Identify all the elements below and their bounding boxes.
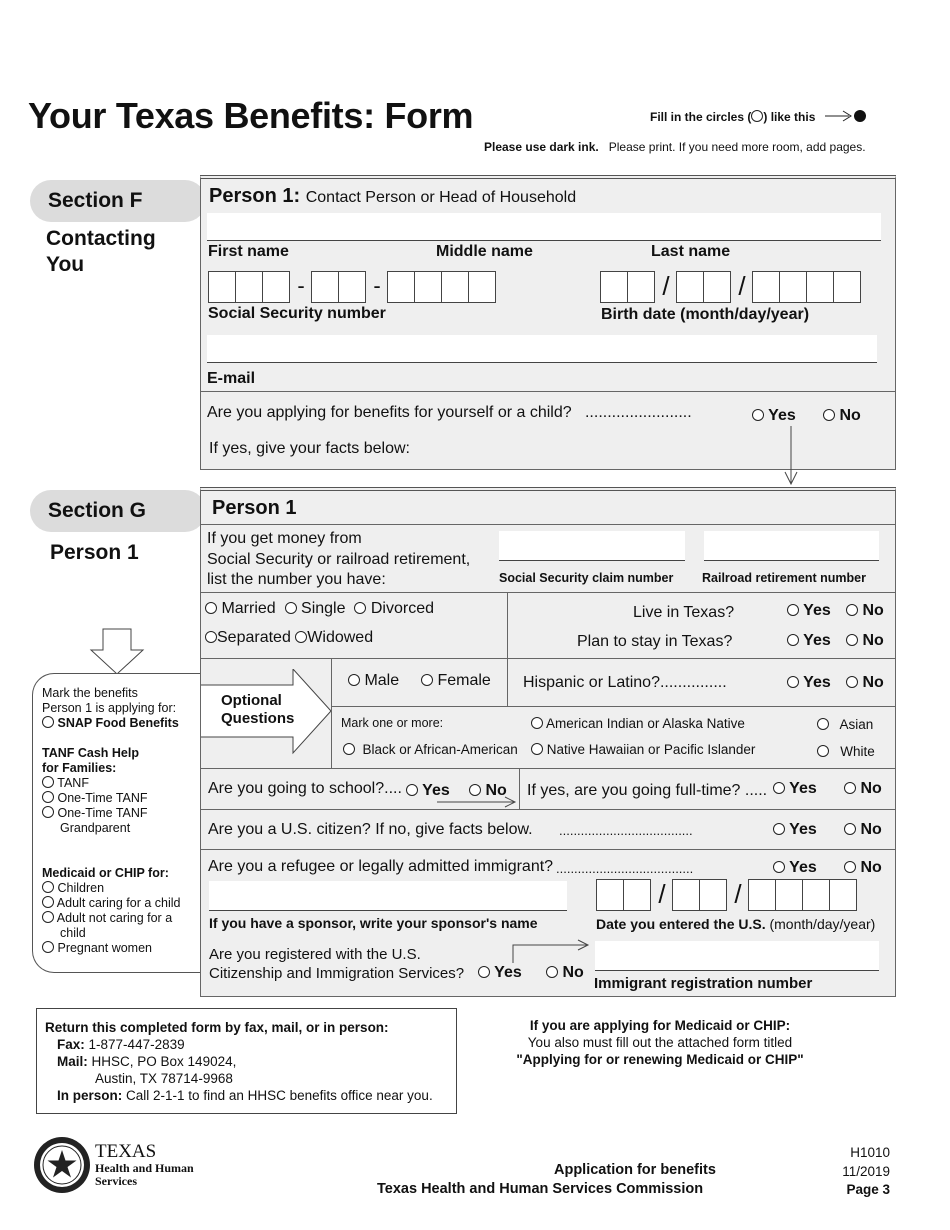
- agency-name: Texas Health and Human Services Commission: [377, 1181, 704, 1197]
- down-arrow-icon: [783, 426, 799, 488]
- citizen-yes-radio[interactable]: Yes: [773, 821, 817, 839]
- hispanic-yes-radio[interactable]: Yes: [787, 674, 831, 692]
- tanf-checkbox[interactable]: TANF: [42, 776, 202, 791]
- applying-no-radio[interactable]: No: [823, 407, 861, 425]
- refugee-question: Are you a refugee or legally admitted immigrant?: [208, 858, 554, 875]
- ss-claim-label: Social Security claim number: [499, 571, 674, 585]
- medicaid-children-checkbox[interactable]: Children: [42, 881, 202, 896]
- birth-date-label: Birth date (month/day/year): [601, 306, 810, 323]
- school-no-radio[interactable]: No: [469, 782, 507, 800]
- arrow-to-filled-circle-icon: [823, 110, 867, 122]
- benefits-sidebar: Mark the benefits Person 1 is applying for: SNAP Food Benefits TANF Cash Help for Families: TANF One-Time TANF One-Time TANF Grandparent Medicaid or CHIP for: Children Adult caring for a child Adult not caring for a child Pregnant women: [32, 673, 202, 973]
- widowed-radio[interactable]: Widowed: [295, 629, 373, 646]
- school-question: Are you going to school?....: [208, 780, 402, 797]
- section-g-panel: Person 1 If you get money from Social Security or railroad retirement, list the number you have: Social Security claim number Railroad retirement number Married Single Divorced Separated Widowed Live in Texas? Yes No Plan to stay in Texas? Yes No Optional Questions Male Female Hispanic or Latino?............... Yes No Mark one or more: American Indian or Alaska Native Asian Black or African-American Native Hawaiian or Pacific Islander White Are you going to school?.... Yes No If yes, are you going full-time? ..... Yes No Are you a U.S. citizen? If no, give facts below. ..................................... Yes No Are you a refugee or legally admitted immigrant? ...................................... Yes No / / If you have a sponsor, write your sponsor's name Date you entered the U.S. (month/day/year) Are you registered with the U.S. Citizenship and Immigration Services? Yes No Immigrant registration number: [200, 487, 896, 997]
- immigrant-registration-label: Immigrant registration number: [594, 975, 813, 992]
- last-name-label: Last name: [651, 243, 731, 260]
- railroad-input[interactable]: [704, 531, 879, 561]
- applying-question: Are you applying for benefits for yourself or a child? ........................: [207, 404, 692, 421]
- live-texas-yes-radio[interactable]: Yes: [787, 602, 831, 620]
- return-instructions: Return this completed form by fax, mail, or in person: Fax: 1-877-447-2839 Mail: HHSC, PO Box 149024, Austin, TX 78714-9968 In person: Call 2-1-1 to find an HHSC benefits office near you.: [36, 1008, 457, 1114]
- railroad-label: Railroad retirement number: [702, 571, 866, 585]
- snap-checkbox[interactable]: SNAP Food Benefits: [42, 716, 202, 731]
- immigrant-registration-input[interactable]: [595, 941, 879, 971]
- hhs-logo: TEXAS Health and Human Services: [33, 1136, 194, 1194]
- ink-note: Please use dark ink. Please print. If you need more room, add pages.: [484, 140, 866, 154]
- optional-questions-label: Optional Questions: [221, 692, 295, 727]
- person-1-heading: Person 1: Contact Person or Head of Household: [209, 185, 577, 207]
- ssn-input[interactable]: - -: [209, 271, 496, 303]
- email-input[interactable]: [207, 335, 877, 363]
- marital-row-2: [205, 629, 373, 647]
- name-input[interactable]: [207, 213, 881, 241]
- female-radio[interactable]: Female: [421, 672, 491, 690]
- if-yes-text: If yes, give your facts below:: [209, 440, 410, 457]
- race-white-checkbox[interactable]: White: [817, 744, 875, 759]
- section-f-tab: Section F: [30, 180, 206, 222]
- mark-one-label: Mark one or more:: [341, 716, 444, 730]
- male-radio[interactable]: Male: [348, 672, 399, 690]
- citizen-question: Are you a U.S. citizen? If no, give facts below.: [208, 821, 533, 838]
- right-arrow-icon: [437, 795, 519, 809]
- stay-texas-question: Plan to stay in Texas?: [577, 633, 733, 650]
- medicaid-note: If you are applying for Medicaid or CHIP: You also must fill out the attached form titled "Applying for or renewing Medicaid or CHIP": [516, 1018, 804, 1067]
- fill-note: Fill in the circles ( ) like this: [650, 110, 867, 124]
- form-number: H1010: [850, 1145, 890, 1160]
- page-title: Your Texas Benefits: Form: [28, 95, 474, 136]
- fulltime-no-radio[interactable]: No: [844, 780, 882, 798]
- live-texas-question: Live in Texas?: [633, 604, 735, 621]
- refugee-yes-radio[interactable]: Yes: [773, 859, 817, 877]
- section-f-panel: [200, 175, 896, 470]
- section-g-tab: Section G: [30, 490, 206, 532]
- example-empty-circle-icon: [751, 110, 763, 122]
- money-question: If you get money from Social Security or railroad retirement, list the number you have:: [207, 530, 471, 588]
- person-1-heading-g: Person 1: [212, 497, 297, 519]
- fulltime-question: If yes, are you going full-time? .....: [527, 782, 768, 799]
- ssn-label: Social Security number: [208, 305, 386, 322]
- texas-seal-icon: [33, 1136, 91, 1194]
- birth-date-input[interactable]: / /: [601, 271, 861, 303]
- race-asian-checkbox[interactable]: Asian: [817, 717, 873, 732]
- one-time-tanf-grandparent-checkbox[interactable]: One-Time TANF: [42, 806, 202, 821]
- marital-row-1: [205, 600, 434, 618]
- uscis-arrow-icon: [512, 938, 592, 964]
- race-american-indian-checkbox[interactable]: American Indian or Alaska Native: [531, 716, 745, 731]
- first-name-label: First name: [208, 243, 289, 260]
- live-texas-no-radio[interactable]: No: [846, 602, 884, 620]
- separated-radio[interactable]: Separated: [205, 629, 291, 646]
- medicaid-adult-not-caring-checkbox[interactable]: Adult not caring for a: [42, 911, 202, 926]
- married-radio[interactable]: Married: [205, 600, 276, 617]
- sponsor-name-input[interactable]: [209, 881, 567, 911]
- middle-name-label: Middle name: [436, 243, 533, 260]
- uscis-question: Are you registered with the U.S. Citizenship and Immigration Services?: [209, 946, 465, 982]
- ss-claim-input[interactable]: [499, 531, 685, 561]
- app-title: Application for benefits: [554, 1162, 716, 1178]
- section-f-subtitle: Contacting You: [46, 227, 156, 276]
- divorced-radio[interactable]: Divorced: [354, 600, 434, 617]
- medicaid-adult-caring-checkbox[interactable]: Adult caring for a child: [42, 896, 202, 911]
- fulltime-yes-radio[interactable]: Yes: [773, 780, 817, 798]
- down-block-arrow-icon: [89, 628, 145, 676]
- refugee-no-radio[interactable]: No: [844, 859, 882, 877]
- hispanic-no-radio[interactable]: No: [846, 674, 884, 692]
- race-black-checkbox[interactable]: Black or African-American: [343, 742, 518, 757]
- citizen-no-radio[interactable]: No: [844, 821, 882, 839]
- email-label: E-mail: [207, 370, 256, 387]
- date-entered-input[interactable]: / /: [597, 879, 857, 911]
- hispanic-question: Hispanic or Latino?...............: [523, 674, 727, 691]
- medicaid-pregnant-checkbox[interactable]: Pregnant women: [42, 941, 202, 956]
- applying-yes-radio[interactable]: Yes: [752, 407, 796, 425]
- school-yes-radio[interactable]: Yes: [406, 782, 450, 800]
- page-number: Page 3: [846, 1182, 890, 1197]
- race-native-hawaiian-checkbox[interactable]: Native Hawaiian or Pacific Islander: [531, 742, 755, 757]
- section-g-subtitle: Person 1: [50, 541, 139, 564]
- stay-texas-yes-radio[interactable]: Yes: [787, 632, 831, 650]
- form-date: 11/2019: [842, 1164, 890, 1179]
- single-radio[interactable]: Single: [285, 600, 346, 617]
- uscis-no-radio[interactable]: No: [546, 964, 584, 982]
- sponsor-label: If you have a sponsor, write your sponsor's name: [209, 915, 538, 931]
- one-time-tanf-checkbox[interactable]: One-Time TANF: [42, 791, 202, 806]
- stay-texas-no-radio[interactable]: No: [846, 632, 884, 650]
- uscis-yes-radio[interactable]: Yes: [478, 964, 522, 982]
- date-entered-label: Date you entered the U.S. (month/day/year): [596, 916, 876, 932]
